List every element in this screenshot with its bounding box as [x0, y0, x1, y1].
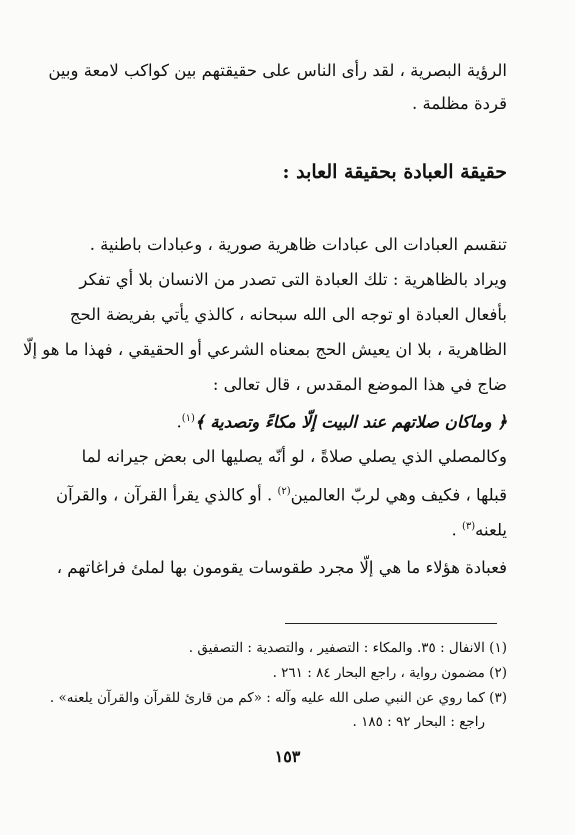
punctuation: . [176, 412, 182, 432]
page-number: ١٥٣ [274, 747, 301, 766]
text-line: ويراد بالظاهرية : تلك العبادة التى تصدر من الانسان بلا أي تفكر [79, 270, 507, 289]
text-span: . أو كالذي يقرأ القرآن ، والقرآن [55, 485, 278, 505]
text-line: فعبادة هؤلاء ما هي إلّا مجرد طقوسات يقومون بها لملئ فراغاتهم ، [56, 558, 507, 577]
quran-verse-line [67, 408, 507, 434]
footnote: (٣) كما روي عن النبي صلى الله عليه وآله : «كم من قارئ للقرآن والقرآن يلعنه» . [49, 690, 507, 706]
text-line [67, 516, 507, 542]
footnote-ref: (١) [181, 413, 195, 424]
text-span: يلعنه [475, 520, 507, 540]
footnote-ref: (٢) [277, 486, 291, 497]
text-line: تنقسم العبادات الى عبادات ظاهرية صورية ، وعبادات باطنية . [89, 235, 507, 254]
footnote: (١) الانفال : ٣٥. والمكاء : التصفير ، والتصدية : التصفيق . [188, 640, 507, 656]
text-line: الظاهرية ، بلا ان يعيش الحج بمعناه الشرعي أو الحقيقي ، فهذا ما هو إلّا [23, 340, 507, 359]
text-line: قردة مظلمة . [412, 94, 507, 113]
text-line: وكالمصلي الذي يصلي صلاةً ، لو أنّه يصليها الى بعض جيرانه لما [81, 447, 507, 466]
text-span: قبلها ، فكيف وهي لربّ العالمين [290, 485, 507, 505]
footnote-divider [285, 623, 497, 624]
quran-verse: ﴿ وماكان صلاتهم عند البيت إلّا مكاءً وتصدية ﴾ [194, 412, 507, 432]
section-heading: حقيقة العبادة بحقيقة العابد : [282, 161, 507, 183]
footnote-ref: (٣) [461, 521, 476, 532]
footnote: (٢) مضمون رواية ، راجع البحار ٨٤ : ٢٦١ . [272, 665, 507, 681]
text-line: الرؤية البصرية ، لقد رأى الناس على حقيقتهم بين كواكب لامعة وبين [48, 61, 507, 80]
text-line: ضاج في هذا الموضع المقدس ، قال تعالى : [212, 375, 507, 394]
footnote: راجع : البحار ٩٢ : ١٨٥ . [352, 714, 485, 730]
text-line [55, 481, 507, 507]
text-line: بأفعال العبادة او توجه الى الله سبحانه ، كالذي يأتي بفريضة الحج [69, 305, 507, 324]
text-span: . [451, 520, 462, 540]
